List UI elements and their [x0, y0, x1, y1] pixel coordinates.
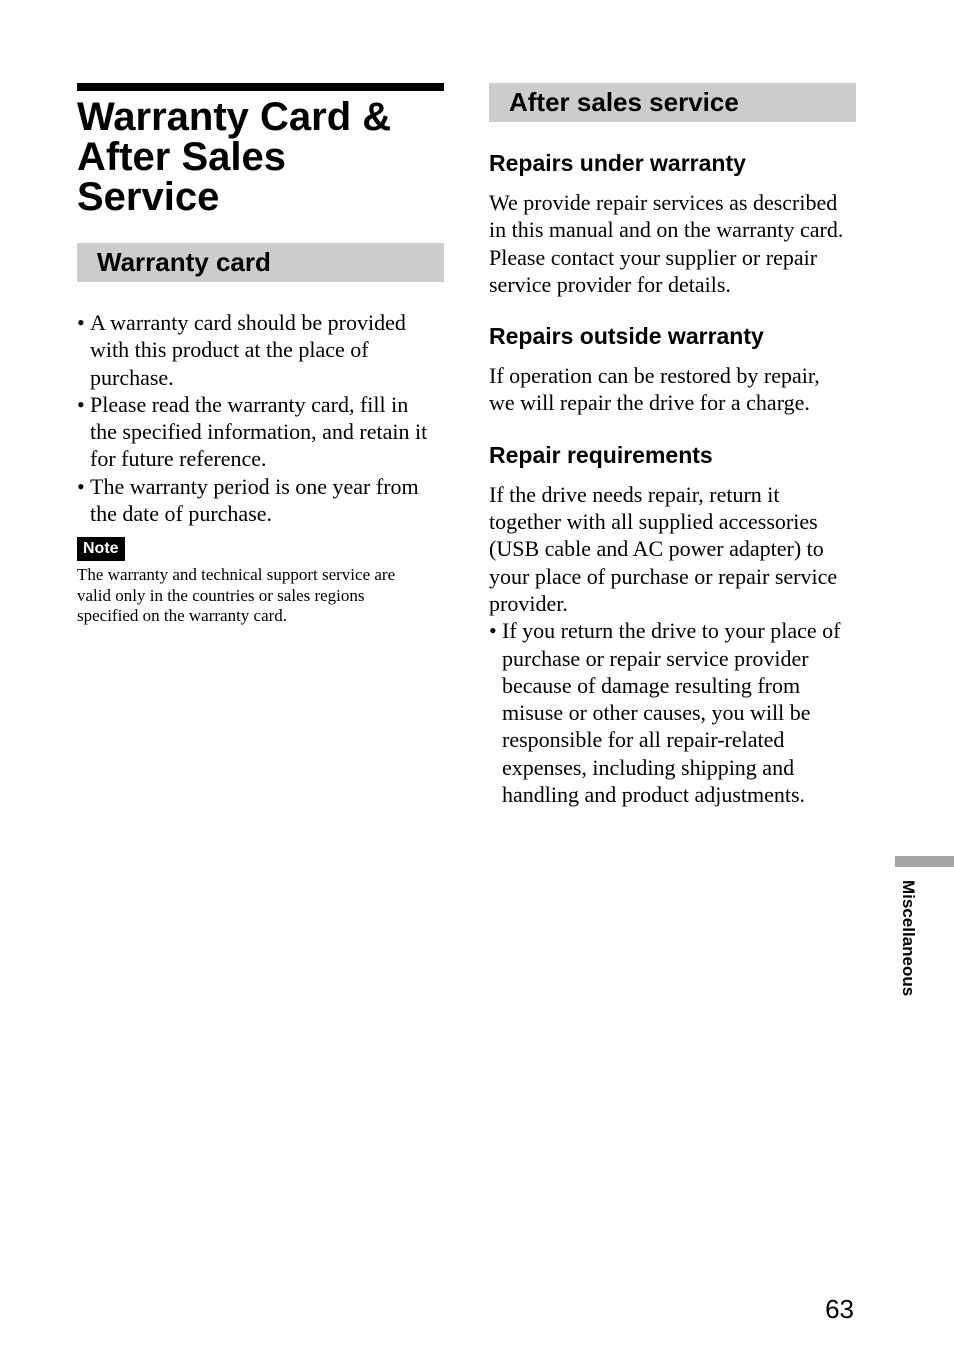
text-line: in this manual and on the warranty card. — [489, 217, 844, 243]
text-line: If operation can be restored by repair, — [489, 363, 820, 389]
repair-requirements-bullet-list — [489, 617, 856, 808]
text-line: We provide repair services as described — [489, 190, 838, 215]
bullet-line: handling and product adjustments. — [502, 782, 806, 808]
bullet-line: The warranty period is one year from — [90, 473, 419, 499]
list-item — [77, 473, 444, 528]
after-sales-heading: After sales service — [489, 83, 856, 122]
page-title-line: Warranty Card & — [77, 95, 392, 139]
page-title — [77, 97, 444, 217]
bullet-dot: • — [489, 618, 497, 644]
repair-requirements-title: Repair requirements — [489, 441, 713, 468]
repair-requirements-text — [489, 481, 856, 617]
list-item — [77, 391, 444, 473]
title-rule — [77, 83, 444, 91]
bullet-line: the date of purchase. — [90, 501, 273, 527]
note-line: specified on the warranty card. — [77, 606, 288, 626]
text-line: (USB cable and AC power adapter) to — [489, 536, 824, 562]
bullet-line: because of damage resulting from — [502, 672, 801, 698]
note-text — [77, 565, 444, 627]
repairs-outside-warranty-title: Repairs outside warranty — [489, 323, 764, 350]
side-tab-bar — [895, 856, 954, 867]
warranty-card-heading: Warranty card — [77, 243, 444, 282]
text-line: provider. — [489, 590, 568, 616]
bullet-line: responsible for all repair-related — [502, 727, 785, 753]
text-line: If the drive needs repair, return it — [489, 481, 780, 507]
note-badge: Note — [77, 537, 125, 561]
bullet-line: purchase. — [90, 364, 174, 390]
bullet-line: purchase or repair service provider — [502, 645, 809, 671]
list-item — [77, 309, 444, 391]
note-block — [77, 537, 444, 627]
text-line: Please contact your supplier or repair — [489, 244, 818, 270]
left-column — [77, 83, 444, 627]
note-line: valid only in the countries or sales regions — [77, 585, 365, 605]
bullet-line: for future reference. — [90, 446, 267, 472]
text-line: your place of purchase or repair service — [489, 563, 838, 589]
bullet-line: Please read the warranty card, fill in — [90, 391, 409, 417]
bullet-line: expenses, including shipping and — [502, 754, 795, 780]
text-line: together with all supplied accessories — [489, 509, 818, 535]
bullet-dot: • — [77, 473, 85, 499]
list-item — [489, 617, 856, 808]
page-number: 63 — [825, 1294, 854, 1324]
bullet-dot: • — [77, 391, 85, 417]
repairs-under-warranty-title: Repairs under warranty — [489, 150, 746, 176]
text-line: service provider for details. — [489, 271, 731, 297]
repairs-outside-warranty-text — [489, 362, 856, 417]
bullet-line: If you return the drive to your place of — [502, 618, 841, 644]
side-tab-label: Miscellaneous — [899, 880, 918, 997]
text-line: we will repair the drive for a charge. — [489, 390, 810, 416]
bullet-line: the specified information, and retain it — [90, 419, 428, 445]
bullet-line: misuse or other causes, you will be — [502, 700, 811, 726]
bullet-dot: • — [77, 310, 85, 335]
warranty-bullet-list — [77, 309, 444, 527]
page-title-line: After Sales — [77, 135, 286, 179]
bullet-line: A warranty card should be provided — [90, 310, 406, 335]
note-line: The warranty and technical support service are — [77, 565, 396, 585]
page-title-line: Service — [77, 175, 220, 219]
right-column — [489, 83, 856, 808]
repairs-under-warranty-text — [489, 189, 856, 298]
bullet-line: with this product at the place of — [90, 337, 369, 363]
